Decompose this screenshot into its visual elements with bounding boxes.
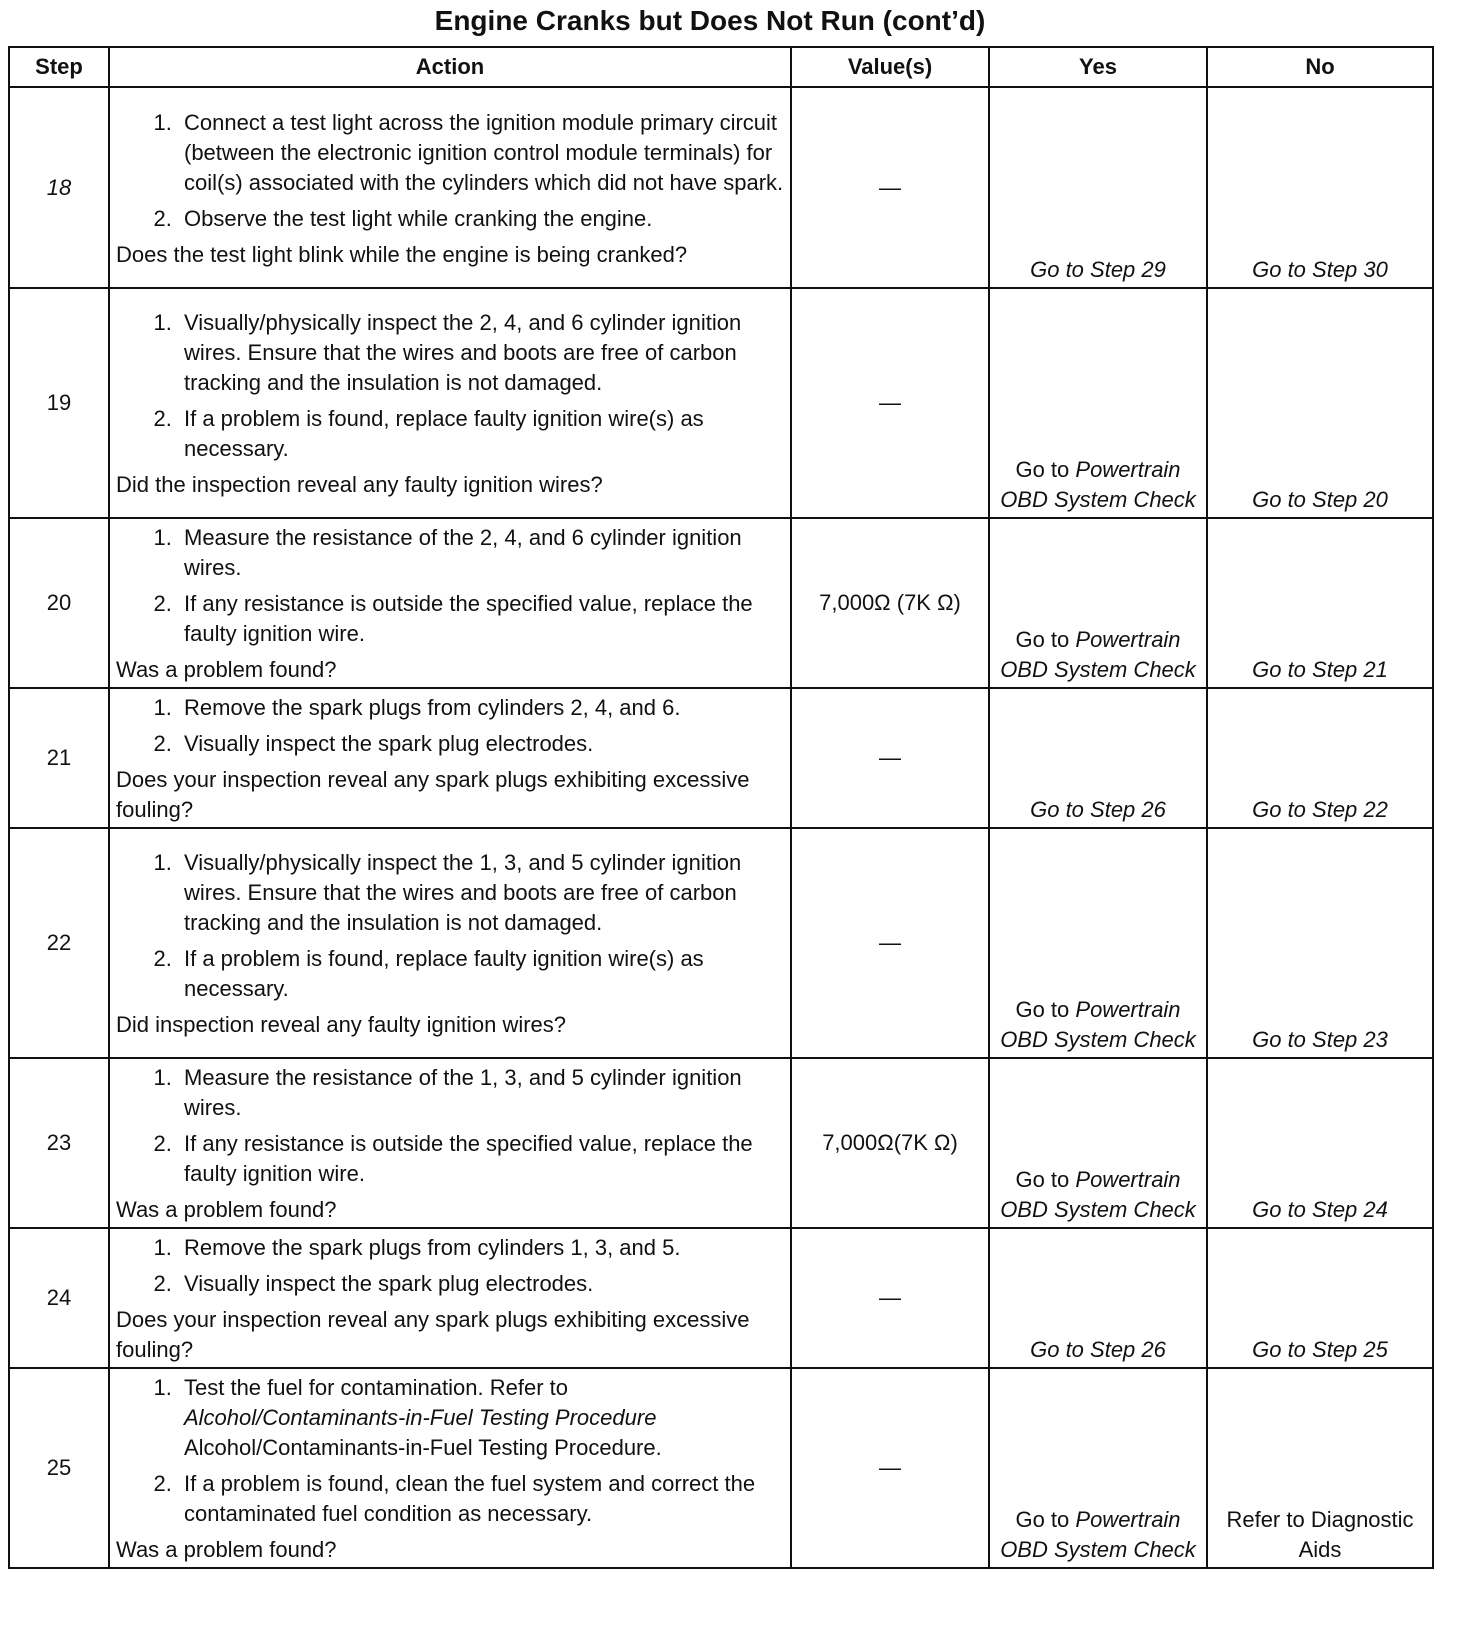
action-cell	[109, 1228, 791, 1368]
value-cell: —	[791, 688, 989, 828]
action-item: 1. Measure the resistance of the 2, 4, and 6 cylinder ignition wires.	[178, 523, 784, 583]
no-cell: Go to Step 24	[1207, 1058, 1433, 1228]
action-text: Alcohol/Contaminants-in-Fuel Testing Procedure.	[184, 1435, 662, 1460]
table-row	[9, 688, 1433, 828]
action-list	[116, 1233, 784, 1299]
yes-cell: Go to Step 29	[989, 87, 1207, 288]
step-number: 24	[9, 1228, 109, 1368]
yes-cell: Go to Step 26	[989, 688, 1207, 828]
action-cell	[109, 518, 791, 688]
procedure-link: Alcohol/Contaminants-in-Fuel Testing Procedure	[184, 1405, 657, 1430]
action-list	[116, 848, 784, 1004]
action-item: 2. If any resistance is outside the specified value, replace the faulty ignition wire.	[178, 589, 784, 649]
yes-prefix: Go to	[1015, 1507, 1070, 1532]
action-item: 2. If a problem is found, clean the fuel system and correct the contaminated fuel condition as necessary.	[178, 1469, 784, 1529]
action-question: Did the inspection reveal any faulty ignition wires?	[116, 472, 603, 497]
no-cell: Go to Step 20	[1207, 288, 1433, 518]
value-cell: —	[791, 288, 989, 518]
table-header-row	[9, 47, 1433, 87]
yes-cell	[989, 1058, 1207, 1228]
table-row	[9, 1058, 1433, 1228]
step-number: 19	[9, 288, 109, 518]
yes-prefix: Go to	[1015, 997, 1070, 1022]
action-question: Was a problem found?	[116, 1197, 337, 1222]
action-question: Does your inspection reveal any spark plugs exhibiting excessive fouling?	[116, 1307, 750, 1362]
action-cell	[109, 688, 791, 828]
action-item: 2. If a problem is found, replace faulty ignition wire(s) as necessary.	[178, 944, 784, 1004]
action-list	[116, 1063, 784, 1189]
value-cell: 7,000Ω (7K Ω)	[791, 518, 989, 688]
action-item: 1. Visually/physically inspect the 2, 4, and 6 cylinder ignition wires. Ensure that the wires and boots are free of carbon tracking and the insulation is not damaged.	[178, 308, 784, 398]
yes-cell	[989, 828, 1207, 1058]
yes-link: Powertrain OBD System Check	[1000, 1507, 1196, 1562]
yes-link: Powertrain OBD System Check	[1000, 1167, 1196, 1222]
value-cell: —	[791, 1228, 989, 1368]
diagnostic-table	[8, 46, 1434, 1569]
action-item: 2. If a problem is found, replace faulty ignition wire(s) as necessary.	[178, 404, 784, 464]
action-list	[116, 693, 784, 759]
action-item: 2. If any resistance is outside the specified value, replace the faulty ignition wire.	[178, 1129, 784, 1189]
yes-link: Powertrain OBD System Check	[1000, 627, 1196, 682]
step-number: 20	[9, 518, 109, 688]
step-number: 25	[9, 1368, 109, 1568]
yes-link: Powertrain OBD System Check	[1000, 997, 1196, 1052]
header-yes: Yes	[989, 47, 1207, 87]
table-row	[9, 518, 1433, 688]
no-cell: Go to Step 30	[1207, 87, 1433, 288]
action-cell	[109, 1058, 791, 1228]
action-question: Did inspection reveal any faulty ignition wires?	[116, 1012, 567, 1037]
action-list	[116, 523, 784, 649]
no-cell: Go to Step 22	[1207, 688, 1433, 828]
value-cell: 7,000Ω(7K Ω)	[791, 1058, 989, 1228]
yes-prefix: Go to	[1015, 627, 1070, 652]
action-text: Test the fuel for contamination. Refer to	[184, 1375, 568, 1400]
table-row	[9, 87, 1433, 288]
action-cell	[109, 828, 791, 1058]
action-item: 1. Connect a test light across the ignition module primary circuit (between the electronic ignition control module terminals) for coil(s) associated with the cylinders which did not have spark.	[178, 108, 784, 198]
table-row	[9, 1228, 1433, 1368]
yes-cell	[989, 1368, 1207, 1568]
step-number: 22	[9, 828, 109, 1058]
step-number: 21	[9, 688, 109, 828]
action-cell	[109, 87, 791, 288]
action-cell	[109, 288, 791, 518]
action-list	[116, 108, 784, 234]
action-item: 1. Remove the spark plugs from cylinders 1, 3, and 5.	[178, 1233, 784, 1263]
action-question: Was a problem found?	[116, 657, 337, 682]
yes-prefix: Go to	[1015, 457, 1070, 482]
action-list	[116, 1373, 784, 1529]
value-cell: —	[791, 1368, 989, 1568]
action-question: Does the test light blink while the engine is being cranked?	[116, 241, 688, 267]
header-step: Step	[9, 47, 109, 87]
table-row	[9, 1368, 1433, 1568]
yes-cell: Go to Step 26	[989, 1228, 1207, 1368]
action-item: 2. Visually inspect the spark plug electrodes.	[178, 1269, 784, 1299]
action-question: Was a problem found?	[116, 1537, 337, 1562]
action-item: 1. Visually/physically inspect the 1, 3, and 5 cylinder ignition wires. Ensure that the wires and boots are free of carbon tracking and the insulation is not damaged.	[178, 848, 784, 938]
action-item	[178, 1373, 784, 1463]
step-number: 18	[9, 87, 109, 288]
no-cell: Refer to Diagnostic Aids	[1207, 1368, 1433, 1568]
action-item: 2. Visually inspect the spark plug electrodes.	[178, 729, 784, 759]
yes-link: Powertrain OBD System Check	[1000, 457, 1196, 512]
no-cell: Go to Step 21	[1207, 518, 1433, 688]
step-number: 23	[9, 1058, 109, 1228]
action-question: Does your inspection reveal any spark plugs exhibiting excessive fouling?	[116, 767, 750, 822]
yes-cell	[989, 288, 1207, 518]
table-row	[9, 288, 1433, 518]
page-title: Engine Cranks but Does Not Run (cont’d)	[434, 5, 986, 36]
action-list	[116, 308, 784, 464]
table-row	[9, 828, 1433, 1058]
action-cell	[109, 1368, 791, 1568]
action-item: 1. Measure the resistance of the 1, 3, and 5 cylinder ignition wires.	[178, 1063, 784, 1123]
value-cell: —	[791, 87, 989, 288]
yes-cell	[989, 518, 1207, 688]
no-cell: Go to Step 25	[1207, 1228, 1433, 1368]
no-cell: Go to Step 23	[1207, 828, 1433, 1058]
yes-prefix: Go to	[1015, 1167, 1070, 1192]
action-item: 2. Observe the test light while cranking the engine.	[178, 204, 784, 234]
value-cell: —	[791, 828, 989, 1058]
header-action: Action	[109, 47, 791, 87]
header-values: Value(s)	[791, 47, 989, 87]
action-item: 1. Remove the spark plugs from cylinders 2, 4, and 6.	[178, 693, 784, 723]
header-no: No	[1207, 47, 1433, 87]
